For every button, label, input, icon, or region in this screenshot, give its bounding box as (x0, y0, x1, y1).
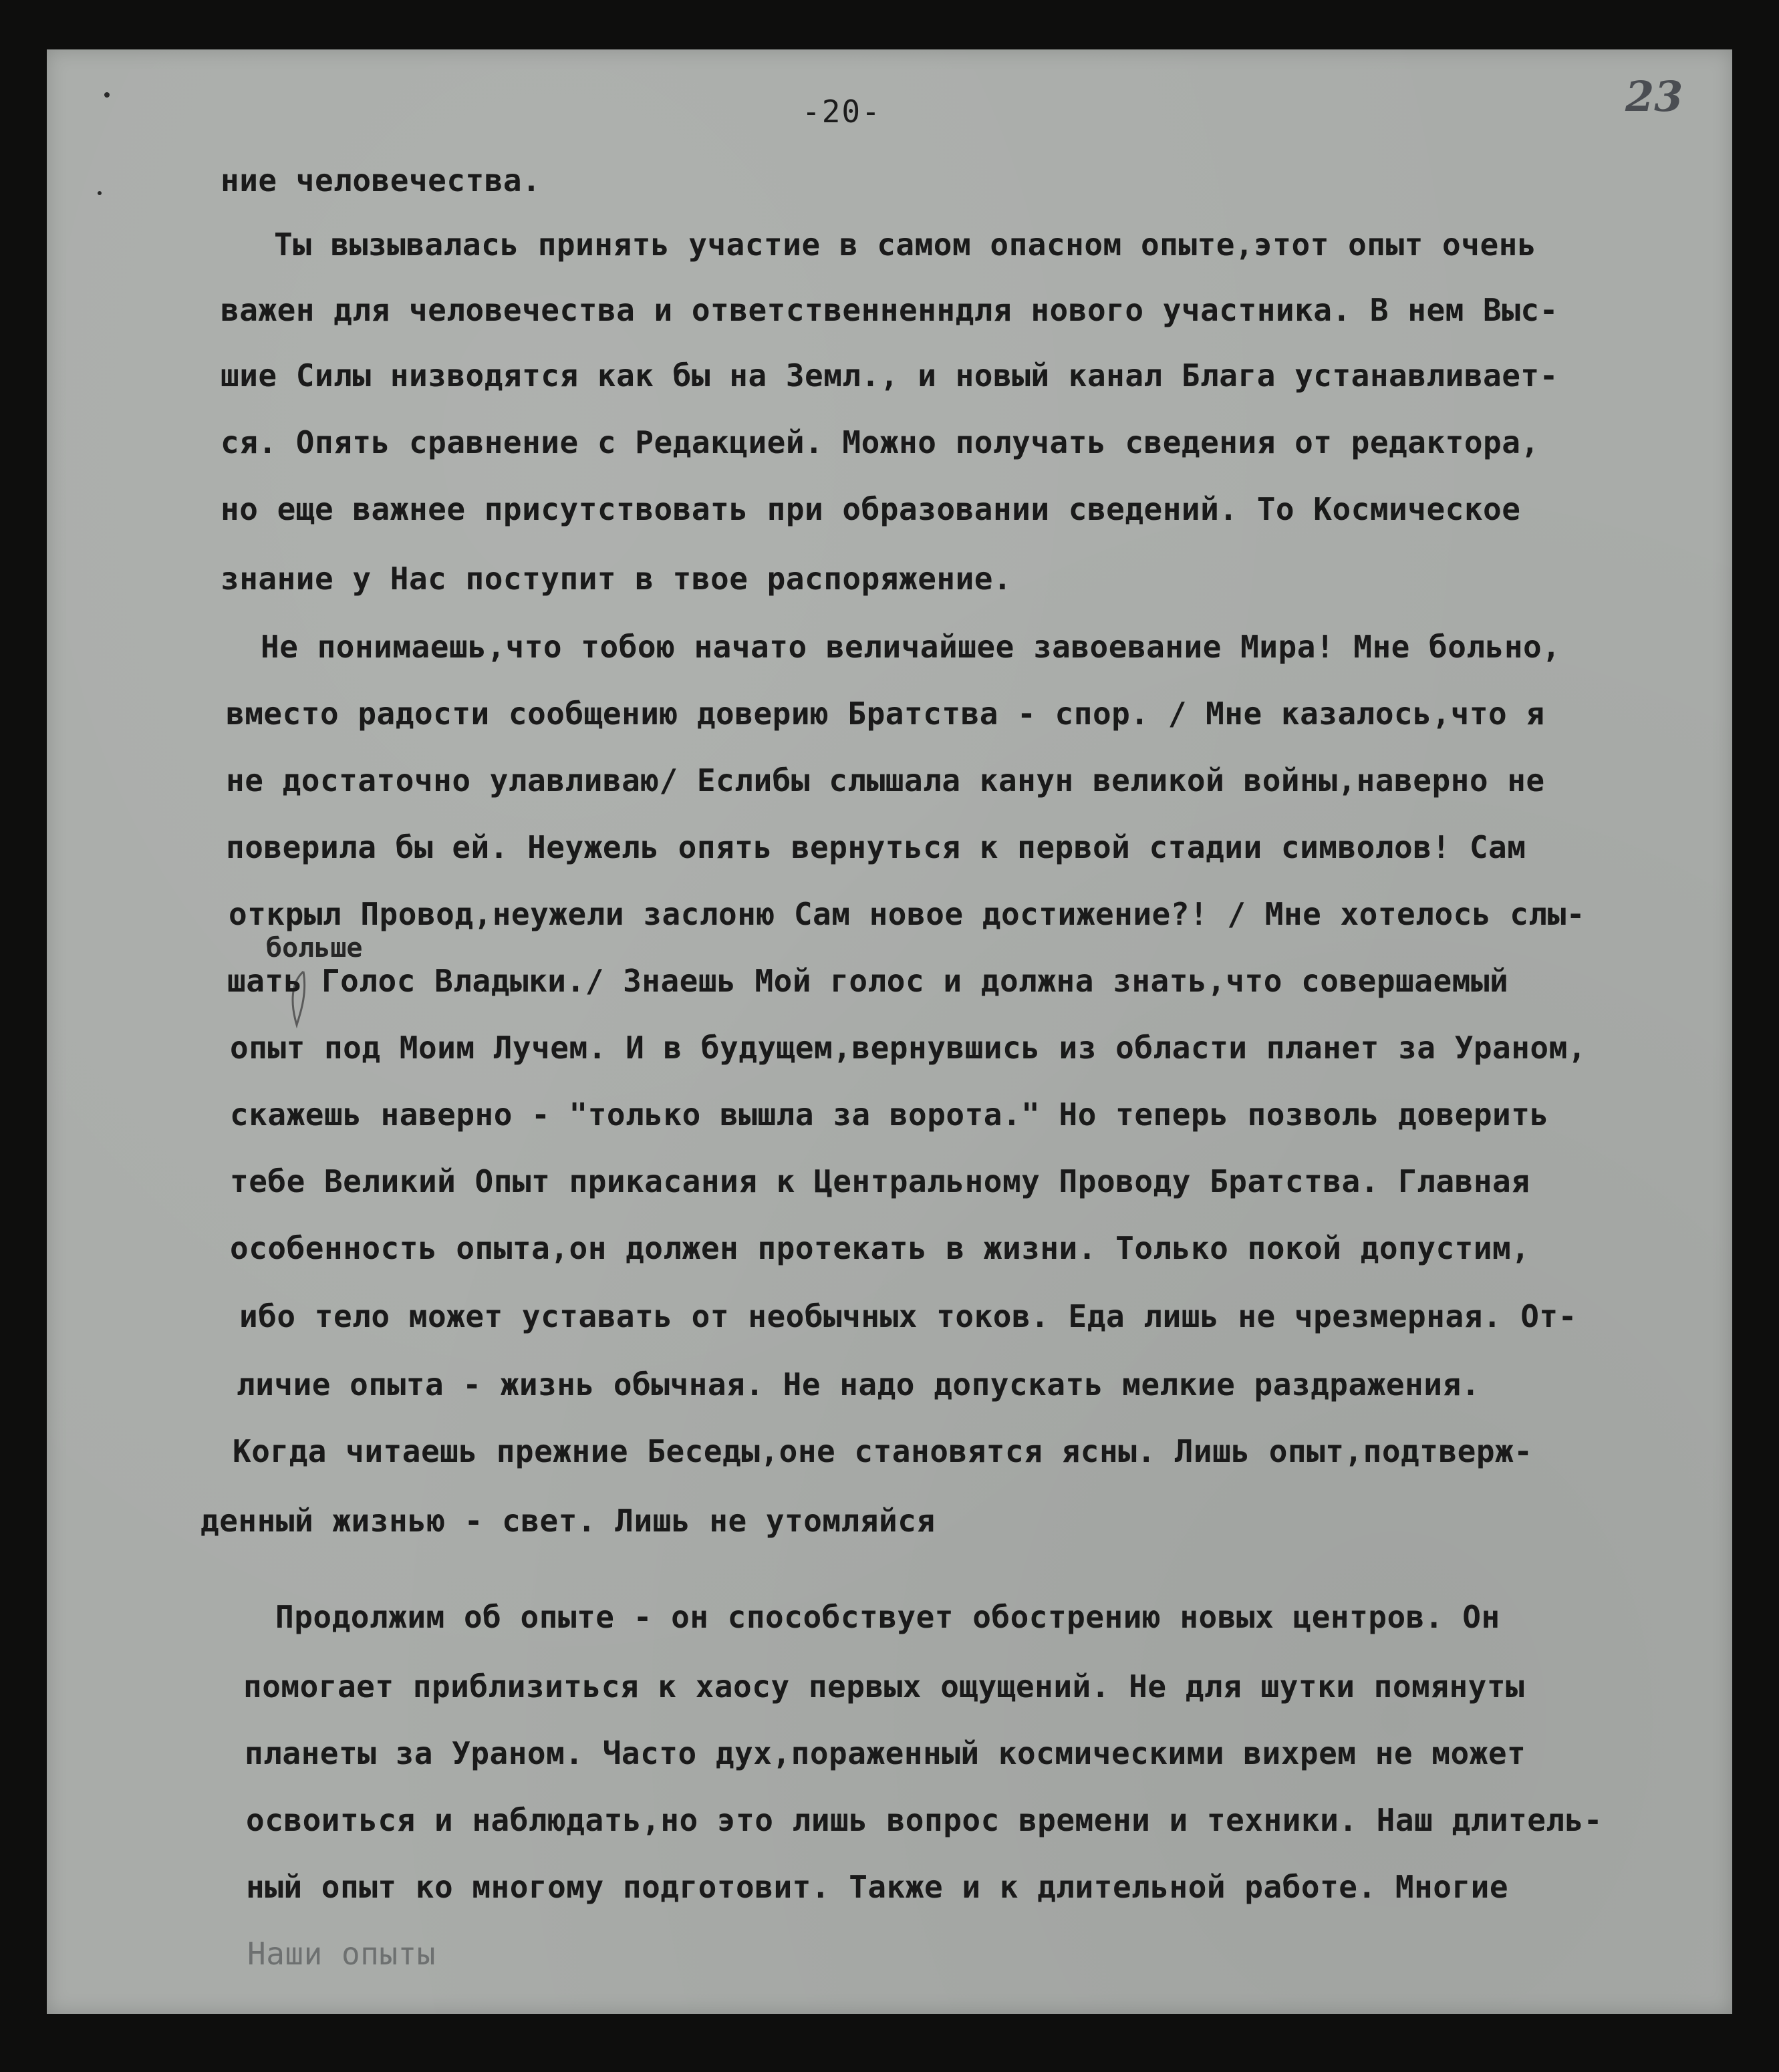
text-line: ибо тело может уставать от необычных токов. Еда лишь не чрезмерная. От- (239, 1298, 1577, 1334)
text-line: Не понимаешь,что тобою начато величайшее завоевание Мира! Мне больно, (261, 629, 1561, 665)
text-line: тебе Великий Опыт прикасания к Центральному Проводу Братства. Главная (230, 1163, 1530, 1199)
text-line: не достаточно улавливаю/ Еслибы слышала канун великой войны,наверно не (226, 762, 1545, 798)
text-line: вместо радости сообщению доверию Братства - спор. / Мне казалось,что я (226, 696, 1545, 732)
page-number: -20- (802, 94, 881, 130)
text-line: знание у Нас поступит в твое распоряжение. (221, 561, 1012, 597)
text-line: помогает приблизиться к хаосу первых ощущений. Не для шутки помянуты (243, 1668, 1525, 1705)
text-line: скажешь наверно - "только вышла за ворота." Но теперь позволь доверить (230, 1096, 1549, 1133)
text-line: шие Силы низводятся как бы на Земл., и новый канал Блага устанавливает- (221, 357, 1558, 394)
text-line: денный жизнью - свет. Лишь не утомляйся (200, 1503, 936, 1539)
text-line: Ты вызывалась принять участие в самом опасном опыте,этот опыт очень (274, 227, 1537, 263)
text-line: опыт под Моим Лучем. И в будущем,вернувшись из области планет за Ураном, (230, 1030, 1587, 1066)
ink-speck (104, 92, 110, 98)
text-line: планеты за Ураном. Часто дух,пораженный космическими вихрем не может (245, 1735, 1526, 1771)
archive-number: 23 (1625, 72, 1683, 121)
text-line: освоиться и наблюдать,но это лишь вопрос времени и техники. Наш длитель- (246, 1802, 1603, 1838)
text-line: ный опыт ко многому подготовит. Также и к длительной работе. Многие (246, 1869, 1509, 1905)
text-line: Продолжим об опыте - он способствует обострению новых центров. Он (275, 1599, 1500, 1635)
text-line: личие опыта - жизнь обычная. Не надо допускать мелкие раздражения. (237, 1366, 1480, 1402)
text-line: ся. Опять сравнение с Редакцией. Можно получать сведения от редактора, (221, 424, 1540, 460)
text-line: ние человечества. (221, 162, 541, 198)
ink-speck (98, 191, 102, 195)
text-line: но еще важнее присутствовать при образовании сведений. То Космическое (221, 491, 1521, 527)
text-line: Наши опыты (247, 1936, 436, 1972)
text-line: поверила бы ей. Неужель опять вернуться к первой стадии символов! Сам (226, 829, 1526, 865)
text-line: шать Голос Владыки./ Знаешь Мой голос и должна знать,что совершаемый (227, 963, 1509, 999)
text-line: открыл Провод,неужели заслоню Сам новое достижение?! / Мне хотелось слы- (229, 896, 1585, 932)
text-line: важен для человечества и ответственненндля нового участника. В нем Выс- (221, 292, 1558, 328)
handwritten-insertion: больше (266, 933, 363, 964)
text-line: особенность опыта,он должен протекать в жизни. Только покой допустим, (230, 1230, 1530, 1266)
text-line: Когда читаешь прежние Беседы,оне становятся ясны. Лишь опыт,подтверж- (233, 1433, 1533, 1469)
